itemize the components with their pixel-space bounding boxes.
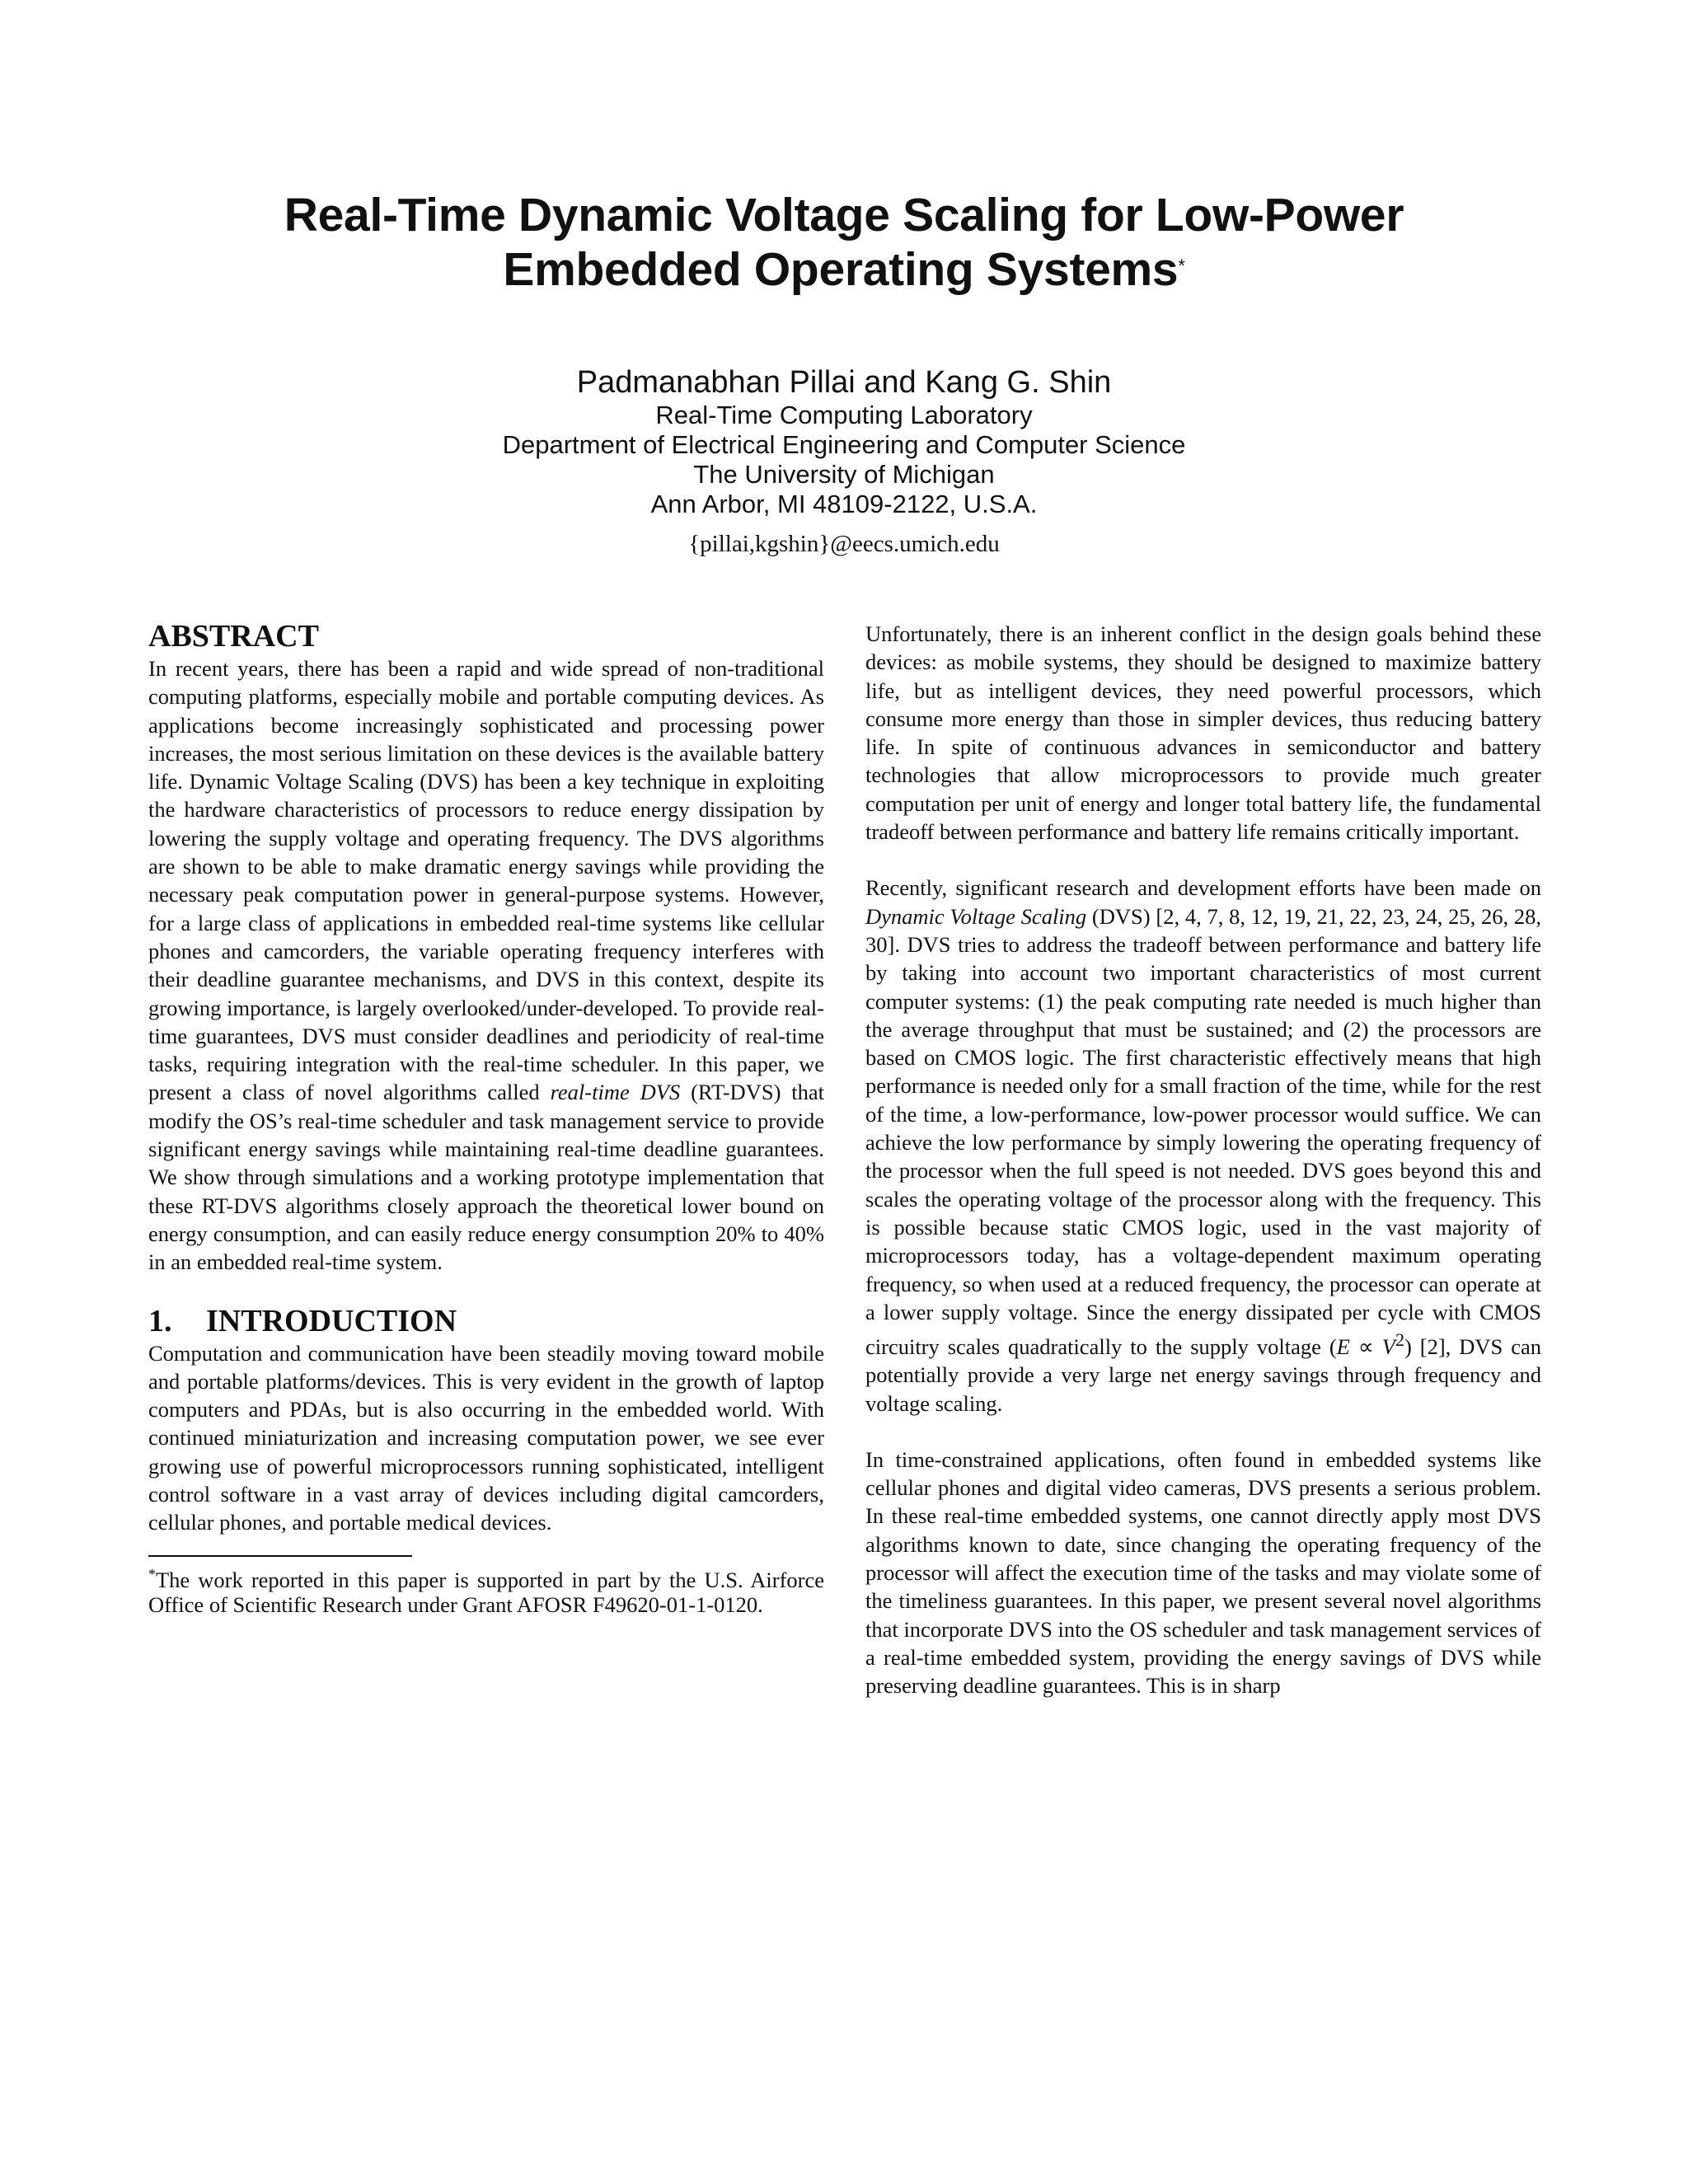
energy-formula <box>1336 1329 1404 1359</box>
left-column <box>148 620 824 1618</box>
formula-energy: E <box>1336 1333 1350 1359</box>
abstract-text-a: In recent years, there has been a rapid and wide spread of non-traditional computing platforms, especially mobile and portable computing devices. As applications become increasingly sophisticated and processing power increases, the most serious limitation on these devices is the available battery life. Dynamic Voltage Scaling (DVS) has been a key technique in exploiting the hardware characteristics of processors to reduce energy dissipation by lowering the supply voltage and operating frequency. The DVS algorithms are shown to be able to make dramatic energy savings while providing the necessary peak computation power in general-purpose systems. However, for a large class of applications in embedded real-time systems like cellular phones and camcorders, the variable operating frequency interferes with their deadline guarantee mechanisms, and DVS in this context, despite its growing importance, is largely overlooked/under-developed. To provide real-time guarantees, DVS must consider deadlines and periodicity of real-time tasks, requiring integration with the real-time scheduler. In this paper, we present a class of novel algorithms called <box>148 656 824 1105</box>
author-email: {pillai,kgshin}@eecs.umich.edu <box>688 531 1000 557</box>
intro-paragraph-2: Unfortunately, there is an inherent conflict in the design goals behind these devices: as mobile systems, they should be designed to maximize battery life, but as intelligent devices, they need powerful processors, which consume more energy than those in simpler devices, thus reducing battery life. In spite of continuous advances in semiconductor and battery technologies that allow microprocessors to provide much greater computation per unit of energy and longer total battery life, the fundamental tradeoff between performance and battery life remains critically important. <box>865 621 1541 845</box>
abstract-paragraph <box>148 654 824 1277</box>
formula-proportional: ∝ <box>1357 1333 1374 1359</box>
intro-p3-text-c: ) [2], DVS can potentially provide a very large net energy savings through frequency and voltage scaling. <box>865 1333 1542 1416</box>
title-line-2 <box>148 242 1540 297</box>
footnote-mark: * <box>148 1565 156 1582</box>
intro-p3-text-b: (DVS) [2, 4, 7, 8, 12, 19, 21, 22, 23, 24, 25, 26, 28, 30]. DVS tries to address the tradeoff between performance and battery life by taking into account two important characteristics of most current computer systems: (1) the peak computing rate needed is much higher than the average throughput that must be sustained; and (2) the processors are based on CMOS logic. The first characteristic effectively means that high performance is needed only for a small fraction of the time, while for the rest of the time, a low-performance, low-power processor would suffice. We can achieve the low performance by simply lowering the operating frequency of the processor when the full speed is not needed. DVS goes beyond this and scales the operating voltage of the processor along with the frequency. This is possible because static CMOS logic, used in the vast majority of microprocessors today, has a voltage-dependent maximum operating frequency, so when used at a reduced frequency, the processor can operate at a lower supply voltage. Since the energy dissipated per cycle with CMOS circuitry scales quadratically to the supply voltage ( <box>865 903 1541 1359</box>
intro-section-number: 1. <box>148 1303 172 1338</box>
right-column <box>865 620 1541 1728</box>
affiliation-university: The University of Michigan <box>693 460 995 489</box>
formula-voltage: V <box>1381 1333 1395 1359</box>
abstract-emphasis: real-time DVS <box>550 1080 681 1105</box>
affiliation-address: Ann Arbor, MI 48109-2122, U.S.A. <box>650 490 1038 518</box>
title-line-2-text: Embedded Operating Systems <box>503 243 1179 296</box>
paper-title <box>148 188 1540 297</box>
affiliation-department: Department of Electrical Engineering and Computer Science <box>502 430 1186 459</box>
intro-p1-text: Computation and communication have been steadily moving toward mobile and portable platforms/devices. This is very evident in the growth of laptop computers and PDAs, but is also occurring in the embedded world. With continued miniaturization and increasing computation power, we see ever growing use of powerful microprocessors running sophisticated, intelligent control software in a vast array of devices including digital camcorders, cellular phones, and portable medical devices. <box>148 1340 824 1535</box>
title-footnote-mark: * <box>1178 255 1185 276</box>
footnote-divider <box>148 1555 412 1557</box>
footnote-text: The work reported in this paper is supported in part by the U.S. Airforce Office of Scientific Research under Grant AFOSR F49620-01-1-0120. <box>148 1567 824 1618</box>
footnote <box>148 1562 824 1619</box>
abstract-text-b: (RT-DVS) that modify the OS’s real-time scheduler and task management service to provide significant energy savings while maintaining real-time deadline guarantees. We show through simulations and a working prototype implementation that these RT-DVS algorithms closely approach the theoretical lower bound on energy consumption, and can easily reduce energy consumption 20% to 40% in an embedded real-time system. <box>148 1080 825 1275</box>
intro-heading <box>148 1305 824 1338</box>
intro-paragraph-1 <box>148 1339 824 1537</box>
intro-paragraph-4: In time-constrained applications, often found in embedded systems like cellular phones and digital video cameras, DVS presents a serious problem. In these real-time embedded systems, one cannot directly apply most DVS algorithms known to date, since changing the operating frequency of the processor will affect the execution time of the tasks and may violate some of the timeliness guarantees. In this paper, we present several novel algorithms that incorporate DVS into the OS scheduler and task management services of a real-time embedded system, providing the energy savings of DVS while preserving deadline guarantees. This is in sharp <box>865 1446 1541 1699</box>
abstract-heading: ABSTRACT <box>148 619 319 654</box>
title-line-1: Real-Time Dynamic Voltage Scaling for Low-Power <box>284 189 1404 241</box>
formula-exponent: 2 <box>1395 1329 1404 1351</box>
intro-paragraph-3 <box>865 874 1541 1417</box>
intro-p3-text-a: Recently, significant research and development efforts have been made on <box>865 875 1541 901</box>
intro-heading-text: INTRODUCTION <box>206 1303 457 1338</box>
author-names: Padmanabhan Pillai and Kang G. Shin <box>576 365 1112 400</box>
intro-p3-emphasis: Dynamic Voltage Scaling <box>865 903 1087 929</box>
author-block <box>247 364 1441 559</box>
affiliation-lab: Real-Time Computing Laboratory <box>655 401 1033 429</box>
